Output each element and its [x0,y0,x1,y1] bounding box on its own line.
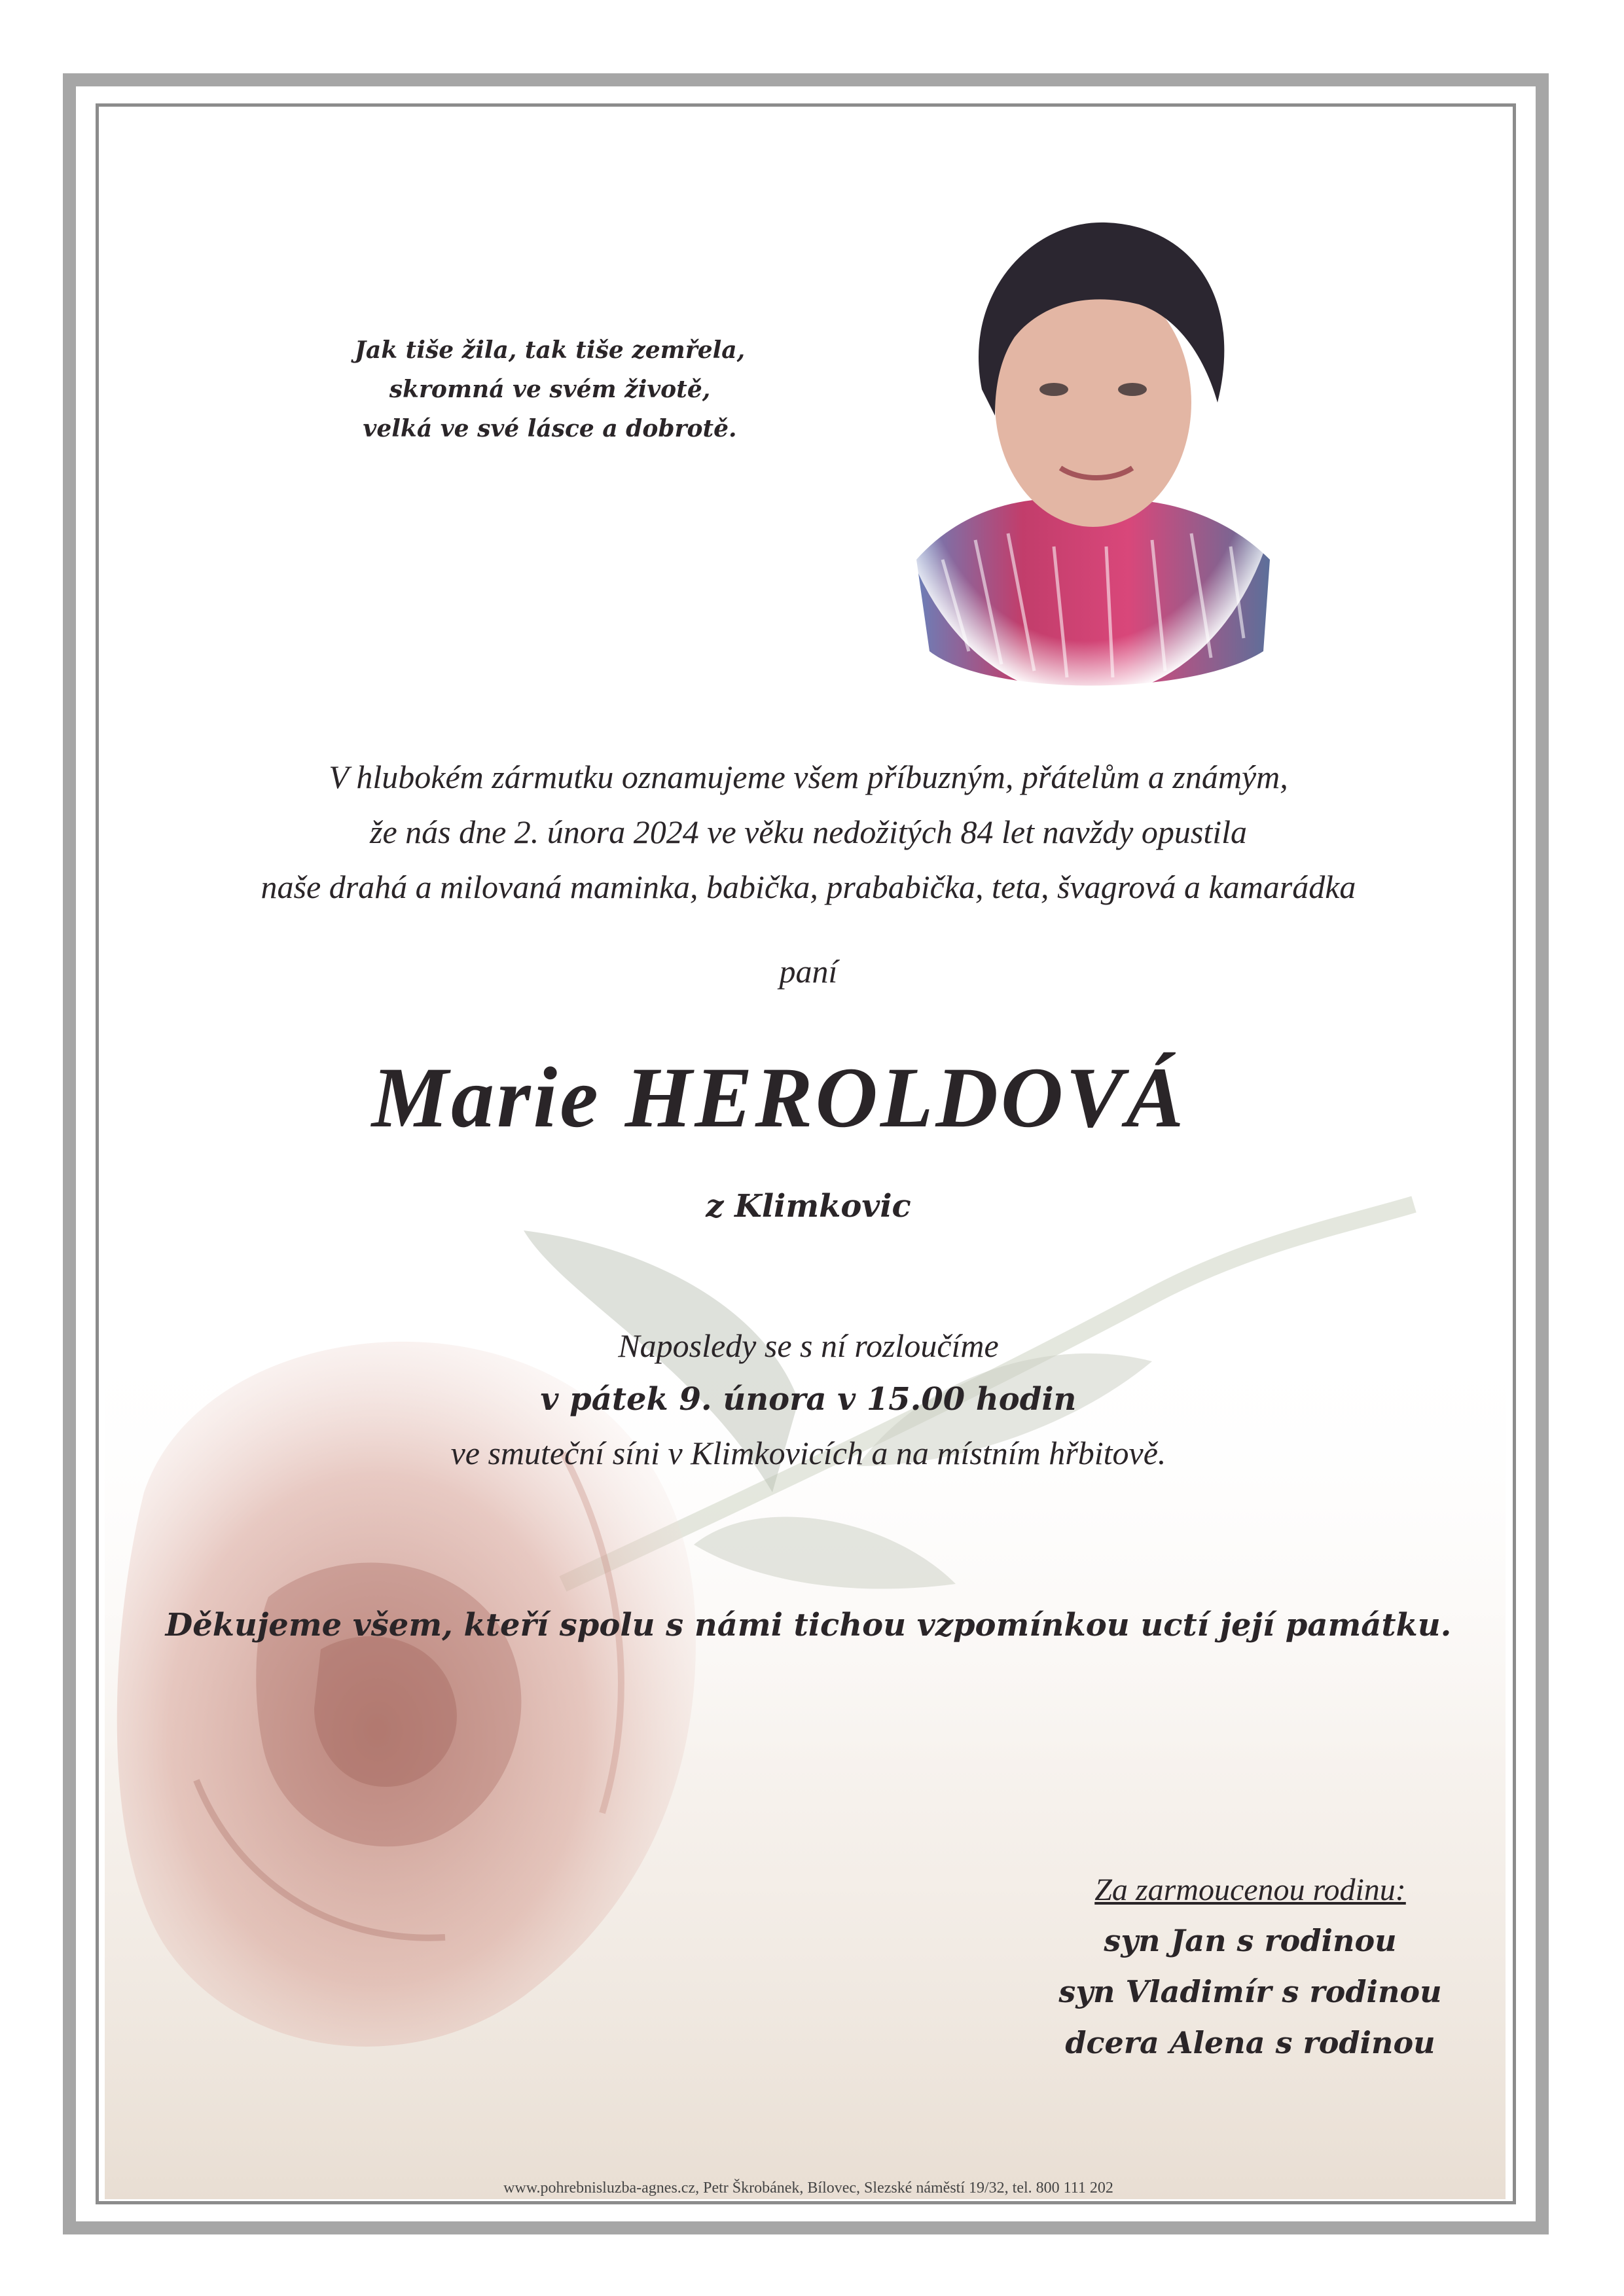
motto-line: skromná ve svém životě, [389,376,711,403]
announcement-line: V hlubokém zármutku oznamujeme všem příbuzným, přátelům a známým, [329,759,1288,795]
thanks-text: Děkujeme všem, kteří spolu s námi tichou vzpomínkou uctí její památku. [165,1607,1452,1643]
honorific: paní [779,953,838,990]
farewell-place: ve smuteční síni v Klimkovicích a na místním hřbitově. [450,1435,1166,1471]
family-member: syn Vladimír s rodinou [1058,1974,1442,2009]
family-member: syn Jan s rodinou [1104,1923,1397,1958]
motto-line: velká ve své lásce a dobrotě. [363,415,737,442]
motto-line: Jak tiše žila, tak tiše zemřela, [354,336,746,364]
announcement-line: že nás dne 2. února 2024 ve věku nedožitých 84 let navždy opustila [370,814,1247,850]
farewell-datetime: v pátek 9. února v 15.00 hodin [540,1381,1077,1418]
portrait-photo [890,193,1283,704]
announcement-line: naše drahá a milovaná maminka, babička, prababička, teta, švagrová a kamarádka [261,869,1356,905]
farewell-line: Naposledy se s ní rozloučíme [618,1327,999,1364]
deceased-name: Marie HEROLDOVÁ [371,1049,1187,1145]
family-member: dcera Alena s rodinou [1065,2025,1435,2060]
origin: z Klimkovic [706,1188,911,1225]
family-signature [1021,1865,1479,2068]
family-heading: Za zarmoucenou rodinu: [1094,1873,1406,1907]
farewell-details [105,1319,1512,1480]
motto-verse [295,331,805,448]
funeral-service-footer: www.pohrebnisluzba-agnes.cz, Petr Škrobánek, Bílovec, Slezské náměstí 19/32, tel. 800 111 202 [503,2179,1113,2197]
announcement-text [105,749,1512,914]
